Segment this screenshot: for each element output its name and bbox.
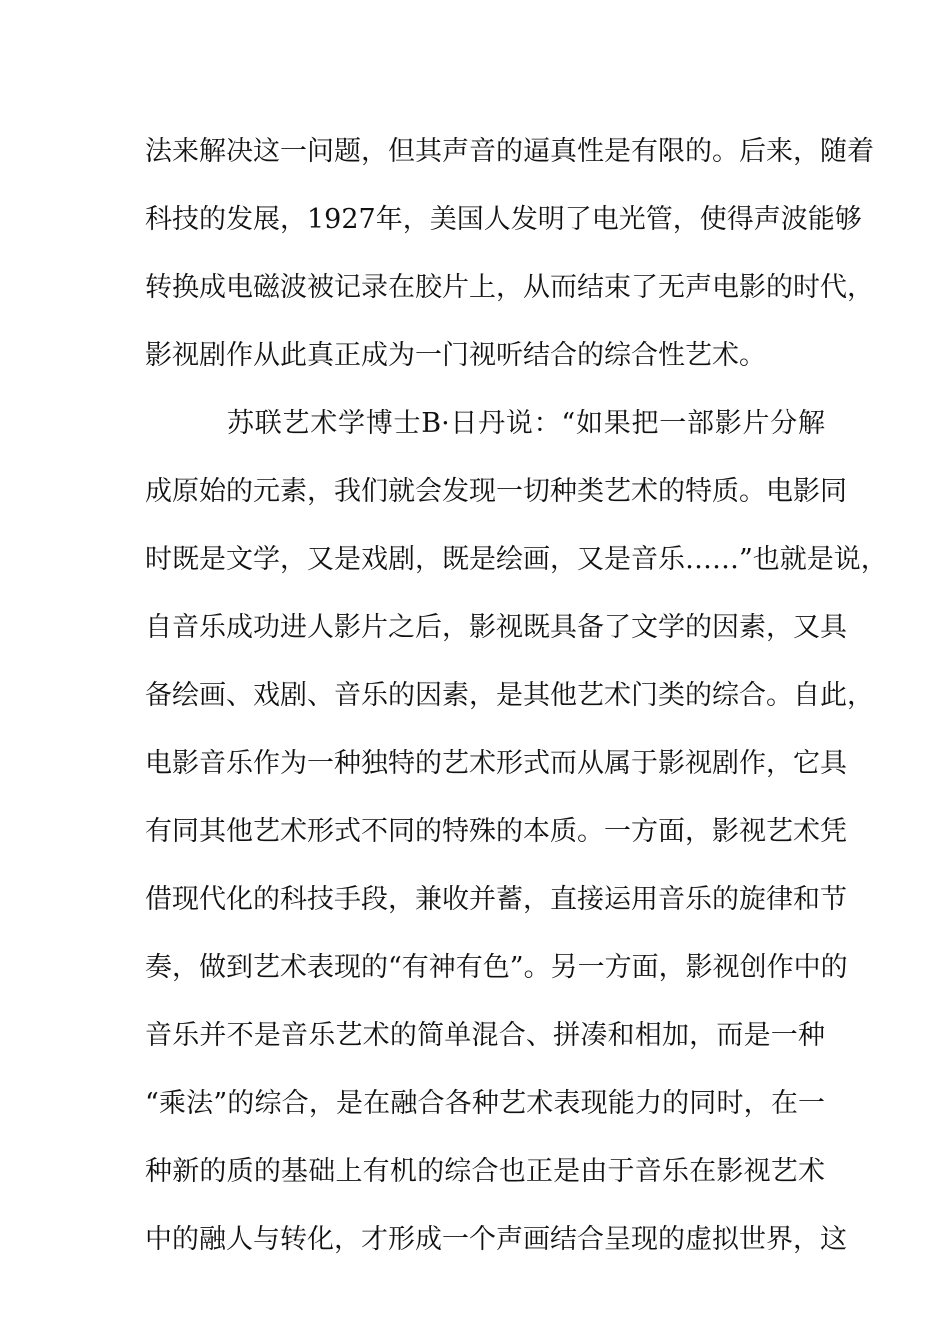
text-line-15: “乘法”的综合，是在融合各种艺术表现能力的同时，在一 (145, 1088, 825, 1119)
text-line-11: 有同其他艺术形式不同的特殊的本质。一方面，影视艺术凭 (145, 816, 847, 847)
text-line-16: 种新的质的基础上有机的综合也正是由于音乐在影视艺术 (145, 1156, 825, 1187)
text-line-12: 借现代化的科技手段，兼收并蓄，直接运用音乐的旋律和节 (145, 884, 847, 915)
text-line-6: 成原始的元素，我们就会发现一切种类艺术的特质。电影同 (145, 476, 847, 507)
text-line-10: 电影音乐作为一种独特的艺术形式而从属于影视剧作，它具 (145, 748, 847, 779)
text-line-3: 转换成电磁波被记录在胶片上，从而结束了无声电影的时代， (145, 272, 874, 303)
text-line-13: 奏，做到艺术表现的“有神有色”。另一方面，影视创作中的 (145, 952, 848, 983)
text-line-7: 时既是文学，又是戏剧，既是绘画，又是音乐……”也就是说， (145, 544, 888, 575)
body-text (145, 128, 888, 1284)
text-line-8: 自音乐成功进人影片之后，影视既具备了文学的因素，又具 (145, 612, 847, 643)
text-line-9: 备绘画、戏剧、音乐的因素，是其他艺术门类的综合。自此， (145, 680, 874, 711)
text-line-17: 中的融人与转化，才形成一个声画结合呈现的虚拟世界，这 (145, 1224, 847, 1255)
text-line-4: 影视剧作从此真正成为一门视听结合的综合性艺术。 (145, 340, 766, 371)
text-line-14: 音乐并不是音乐艺术的简单混合、拼凑和相加，而是一种 (145, 1020, 825, 1051)
text-line-5: 苏联艺术学博士B·日丹说：“如果把一部影片分解 (227, 408, 825, 439)
text-line-1: 法来解决这一问题，但其声音的逼真性是有限的。后来，随着 (145, 136, 874, 167)
text-line-2: 科技的发展，1927年，美国人发明了电光管，使得声波能够 (145, 204, 862, 235)
